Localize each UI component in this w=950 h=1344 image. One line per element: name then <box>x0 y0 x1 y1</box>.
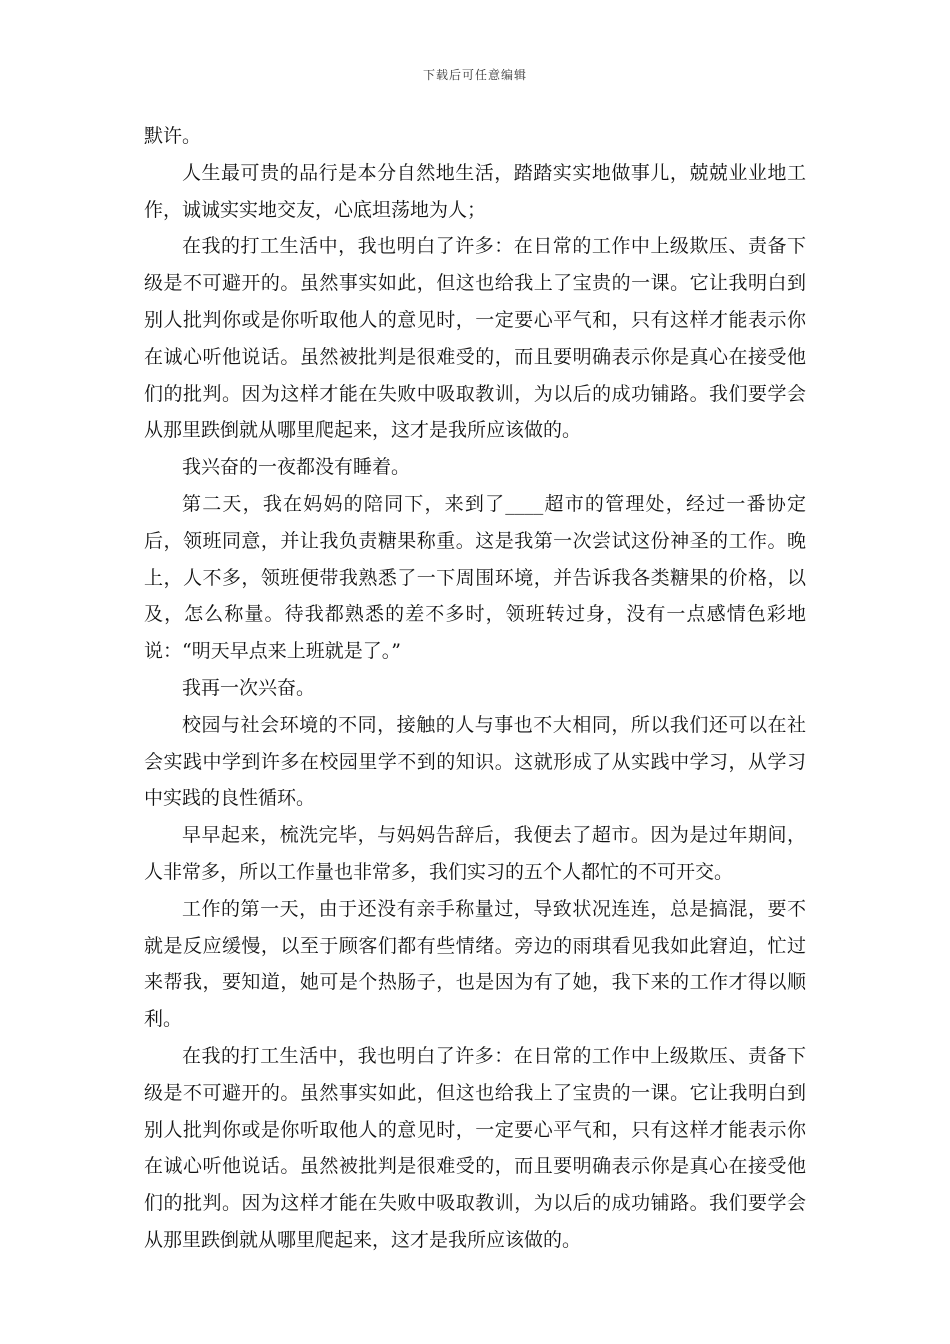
paragraph-4: 我兴奋的一夜都没有睡着。 <box>182 456 411 479</box>
paragraph-6: 我再一次兴奋。 <box>182 676 316 699</box>
paragraph-5: 第二天，我在妈妈的陪同下，来到了____超市的管理处，经过一番协定后，领班同意，并让我负责糖果称重。这是我第一次尝试这份神圣的工作。晚上，人不多，领班便带我熟悉了一下周围环境，并告诉我各类糖果的价格，以及，怎么称量。待我都熟悉的差不多时，领班转过身，没有一点感情色彩地说：“明天早点来上班就是了。” <box>144 492 806 663</box>
paragraph-8: 早早起来，梳洗完毕，与妈妈告辞后，我便去了超市。因为是过年期间，人非常多，所以工作量也非常多，我们实习的五个人都忙的不可开交。 <box>144 824 806 883</box>
document-body <box>144 118 806 1259</box>
page-header: 下载后可任意编辑 <box>422 68 527 82</box>
paragraph-3: 在我的打工生活中，我也明白了许多：在日常的工作中上级欺压、责备下级是不可避开的。虽然事实如此，但这也给我上了宝贵的一课。它让我明白到别人批判你或是你听取他人的意见时，一定要心平气和，只有这样才能表示你在诚心听他说话。虽然被批判是很难受的，而且要明确表示你是真心在接受他们的批判。因为这样才能在失败中吸取教训，为以后的成功铺路。我们要学会从那里跌倒就从哪里爬起来，这才是我所应该做的。 <box>144 235 806 442</box>
paragraph-2: 人生最可贵的品行是本分自然地生活，踏踏实实地做事儿，兢兢业业地工作，诚诚实实地交友，心底坦荡地为人； <box>144 161 806 221</box>
paragraph-7: 校园与社会环境的不同，接触的人与事也不大相同，所以我们还可以在社会实践中学到许多在校园里学不到的知识。这就形成了从实践中学习，从学习中实践的良性循环。 <box>144 713 806 810</box>
paragraph-1: 默许。 <box>144 125 202 147</box>
paragraph-10: 在我的打工生活中，我也明白了许多：在日常的工作中上级欺压、责备下级是不可避开的。虽然事实如此，但这也给我上了宝贵的一课。它让我明白到别人批判你或是你听取他人的意见时，一定要心平气和，只有这样才能表示你在诚心听他说话。虽然被批判是很难受的，而且要明确表示你是真心在接受他们的批判。因为这样才能在失败中吸取教训，为以后的成功铺路。我们要学会从那里跌倒就从哪里爬起来，这才是我所应该做的。 <box>144 1044 806 1251</box>
paragraph-9: 工作的第一天，由于还没有亲手称量过，导致状况连连，总是搞混，要不就是反应缓慢，以至于顾客们都有些情绪。旁边的雨琪看见我如此窘迫，忙过来帮我，要知道，她可是个热肠子，也是因为有了她，我下来的工作才得以顺利。 <box>144 897 806 1031</box>
